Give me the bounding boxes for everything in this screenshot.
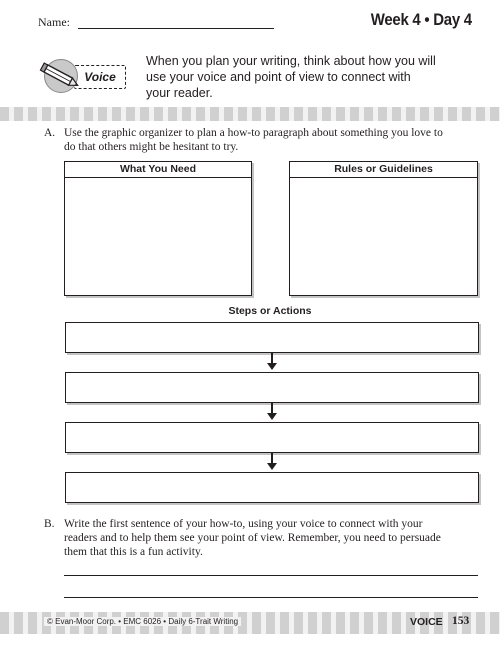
section-b-letter: B. <box>44 518 55 530</box>
page-title: Week 4 • Day 4 <box>370 10 472 29</box>
down-arrow-icon <box>267 403 277 420</box>
down-arrow-icon <box>267 453 277 470</box>
voice-badge <box>40 59 132 93</box>
intro-text: When you plan your writing, think about how you will use your voice and point of view to connect with your reader. <box>146 54 436 100</box>
what-you-need-box[interactable] <box>64 161 252 296</box>
section-a-text: Use the graphic organizer to plan a how-to paragraph about something you love to do that others might be hesitant to try. <box>64 127 443 153</box>
copyright-text: © Evan-Moor Corp. • EMC 6026 • Daily 6-Trait Writing <box>44 617 241 626</box>
what-you-need-heading: What You Need <box>65 162 251 178</box>
voice-badge-label: Voice <box>74 65 126 89</box>
divider-stripe <box>0 107 500 121</box>
step-box-2[interactable] <box>65 372 479 403</box>
answer-line-1[interactable] <box>64 575 478 576</box>
name-write-line[interactable] <box>78 28 274 29</box>
steps-heading: Steps or Actions <box>228 305 312 317</box>
name-label: Name: <box>38 15 70 29</box>
answer-line-2[interactable] <box>64 597 478 598</box>
section-b-instruction <box>44 517 454 559</box>
section-a-instruction <box>44 126 454 154</box>
trait-label: VOICE <box>410 616 443 628</box>
page-number: 153 <box>452 615 470 627</box>
rules-guidelines-heading: Rules or Guidelines <box>290 162 477 178</box>
section-b-text: Write the first sentence of your how-to, using your voice to connect with your readers and to help them see your point of view. Remember, you need to persuade them that this is a fun activity. <box>64 518 441 558</box>
step-box-4[interactable] <box>65 472 479 503</box>
down-arrow-icon <box>267 353 277 370</box>
rules-guidelines-box[interactable] <box>289 161 478 296</box>
pencil-icon <box>38 61 82 91</box>
step-box-1[interactable] <box>65 322 479 353</box>
step-box-3[interactable] <box>65 422 479 453</box>
section-a-letter: A. <box>44 127 56 139</box>
